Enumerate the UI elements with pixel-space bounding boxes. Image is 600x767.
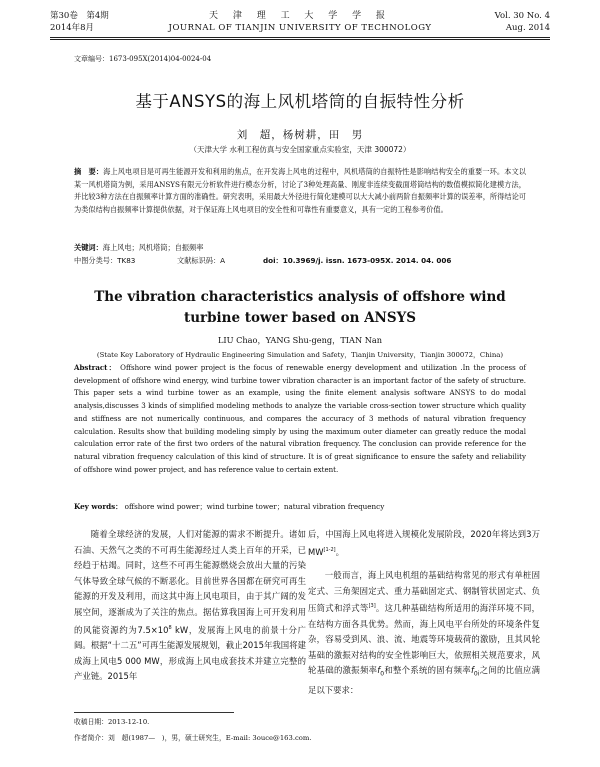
exponent: 8 bbox=[168, 624, 172, 631]
body-text: 。这几种基础结构所适用的海洋环境不同，在结构方面各具优势。然而，海上风电平台所处的环境条件复杂，容易受到风、浪、流、地震等环境载荷的激励，且其风轮基础的激振对结构的安全性影响巨大，依照相关规范要求，风轮基础的激振频率 bbox=[308, 602, 541, 676]
footnote-author: 作者简介：刘 超(1987— )，男，硕士研究生，E-mail: 3ouce@163.com. bbox=[74, 734, 312, 742]
title-cn: 基于ANSYS的海上风机塔筒的自振特性分析 bbox=[135, 92, 465, 111]
doi: doi：10.3969/j. issn. 1673-095X. 2014. 04. 006 bbox=[263, 256, 452, 265]
affiliation-en: (State Key Laboratory of Hydraulic Engineering Simulation and Safety，Tianjin University，Tianjin 300072，China) bbox=[96, 351, 504, 359]
header-date: 2014年8月 bbox=[50, 23, 95, 33]
body-paragraph-1-cont bbox=[308, 527, 540, 560]
journal-name-cn: 天 津 理 工 大 学 学 报 bbox=[208, 11, 392, 21]
header-right bbox=[495, 10, 550, 34]
subscript: 0 bbox=[380, 671, 385, 679]
abstract-en bbox=[74, 362, 526, 476]
header-volume: 第30卷 第4期 bbox=[50, 11, 109, 21]
keywords-en-label: Key words： bbox=[74, 502, 123, 511]
footnote-received: 收稿日期：2013-12-10. bbox=[74, 718, 150, 726]
body-text: 随着全球经济的发展，人们对能源的需求不断提升。诸如石油、天然气之类的不可再生能源经过人类上百年的开采，已经趋于枯竭。同时，这些不可再生能源燃烧会放出大量的污染气体导致全球气候的不断恶化。目前世界各国都在研究可再生能源的开发及利用，而这其中海上风电项目，由于其广阔的发展空间，逐渐成为了关注的焦点。据估算我国海上可开发利用的风能资源约为7.5×10 bbox=[74, 529, 306, 635]
footnote-rule bbox=[74, 712, 234, 713]
keywords-cn bbox=[74, 243, 203, 253]
symbol-f: f bbox=[470, 665, 474, 676]
body-text: 后，中国海上风电将进入规模化发展阶段，2020年将达到3万MW bbox=[308, 529, 540, 557]
body-text: 。 bbox=[335, 546, 344, 557]
body-paragraph-2 bbox=[308, 568, 540, 698]
body-text: kW，发展海上风电的前景十分广阔。根据“十二五”可再生能源发展规划，截止2015年我国将建成海上风电5 000 MW，形成海上风电成套技术并建立完整的产业链。2015年 bbox=[74, 624, 307, 682]
abstract-cn-text: 海上风电项目是可再生能源开发和利用的焦点，在开发海上风电的过程中，风机塔筒的自振特性是影响结构安全的重要一环。本文以某一风机塔筒为例，采用ANSYS有限元分析软件进行模态分析，讨论了3种处理高量、刚度非连续变截面塔筒结构的数值模拟简化建模方法，并比较3种方法在自振频率计算方面的准确性。研究表明，采用最大外径进行简化建模可以大大减小前两阶自振频率计算的误差率，所得结论可为类似结构自振频率计算提供依据，对于保证海上风电项目的安全性和可靠性有重要意义，具有一定的工程参考价值。 bbox=[74, 167, 526, 214]
header-volume-en: Vol. 30 No. 4 bbox=[494, 11, 550, 21]
title-en bbox=[50, 287, 550, 329]
abstract-cn bbox=[74, 166, 526, 216]
header-rule-thin bbox=[50, 39, 550, 40]
header-center bbox=[160, 10, 440, 34]
header-rule bbox=[50, 37, 550, 38]
keywords-cn-text: 海上风电；风机塔筒；自振频率 bbox=[102, 243, 204, 252]
authors-cn: 刘 超，杨树耕，田 男 bbox=[236, 129, 364, 141]
body-right-column bbox=[308, 527, 540, 698]
abstract-en-text: Offshore wind power project is the focus of renewable energy development and utilization .In the process of development of offshore wind energy, wind turbine tower vibration character is an important factor of the safety of structure. This paper sets a wind turbine tower as an example, using the finite element analysis software ANSYS to do modal analysis,discusses 3 kinds of simplified modeling methods to analyze the variable cross-section tower structure which quality and stiffness are not numerically continuous, and compares the accuracy of 3 methods of natural vibration frequency calculation. Results show that building modeling simply by using the maximum outer diameter can greatly reduce the modal calculation error rate of the first two orders of the natural vibration frequency. The conclusion can provide reference for the natural vibration frequency calculation of this kind of structure. It is of great significance to ensure the safety and reliability of offshore wind power project, and has reference value to certain extent. bbox=[74, 363, 526, 474]
body-left-column bbox=[74, 527, 306, 685]
abstract-en-label: Abstract： bbox=[74, 363, 117, 372]
title-en-line2: turbine tower based on ANSYS bbox=[183, 310, 417, 326]
document-code: 文献标识码：A bbox=[177, 256, 226, 265]
symbol-f: f bbox=[377, 665, 381, 676]
article-number: 文章编号：1673-095X(2014)04-0024-04 bbox=[74, 55, 212, 63]
citation: [3] bbox=[368, 603, 376, 610]
keywords-en-text: offshore wind power；wind turbine tower；natural vibration frequency bbox=[124, 502, 385, 511]
abstract-cn-label: 摘 要： bbox=[74, 167, 104, 176]
clc-number: 中图分类号：TK83 bbox=[74, 256, 136, 265]
authors-en: LIU Chao，YANG Shu-geng，TIAN Nan bbox=[217, 335, 383, 345]
citation: [1-2] bbox=[323, 546, 336, 553]
body-text: 和整个系统的固有频率 bbox=[384, 665, 471, 676]
title-en-line1: The vibration characteristics analysis of offshore wind bbox=[94, 289, 506, 305]
body-paragraph-1 bbox=[74, 527, 306, 685]
affiliation-cn: （天津大学 水利工程仿真与安全国家重点实验室，天津 300072） bbox=[189, 145, 411, 154]
keywords-en bbox=[74, 502, 384, 512]
header-left bbox=[50, 10, 109, 34]
subscript: 0i bbox=[473, 671, 480, 679]
keywords-cn-label: 关键词： bbox=[74, 243, 103, 252]
header-date-en: Aug. 2014 bbox=[505, 23, 550, 33]
classification-line bbox=[74, 256, 526, 268]
body-text: 一般而言，海上风电机组的基础结构常见的形式有单桩固定式、三角架固定式、重力基础固定式、钢制管状固定式、负压筒式和浮式等 bbox=[308, 569, 540, 613]
journal-name-en: JOURNAL OF TIANJIN UNIVERSITY OF TECHNOLOGY bbox=[168, 23, 432, 33]
body-text: 之间的比值应满足以下要求： bbox=[308, 665, 541, 695]
